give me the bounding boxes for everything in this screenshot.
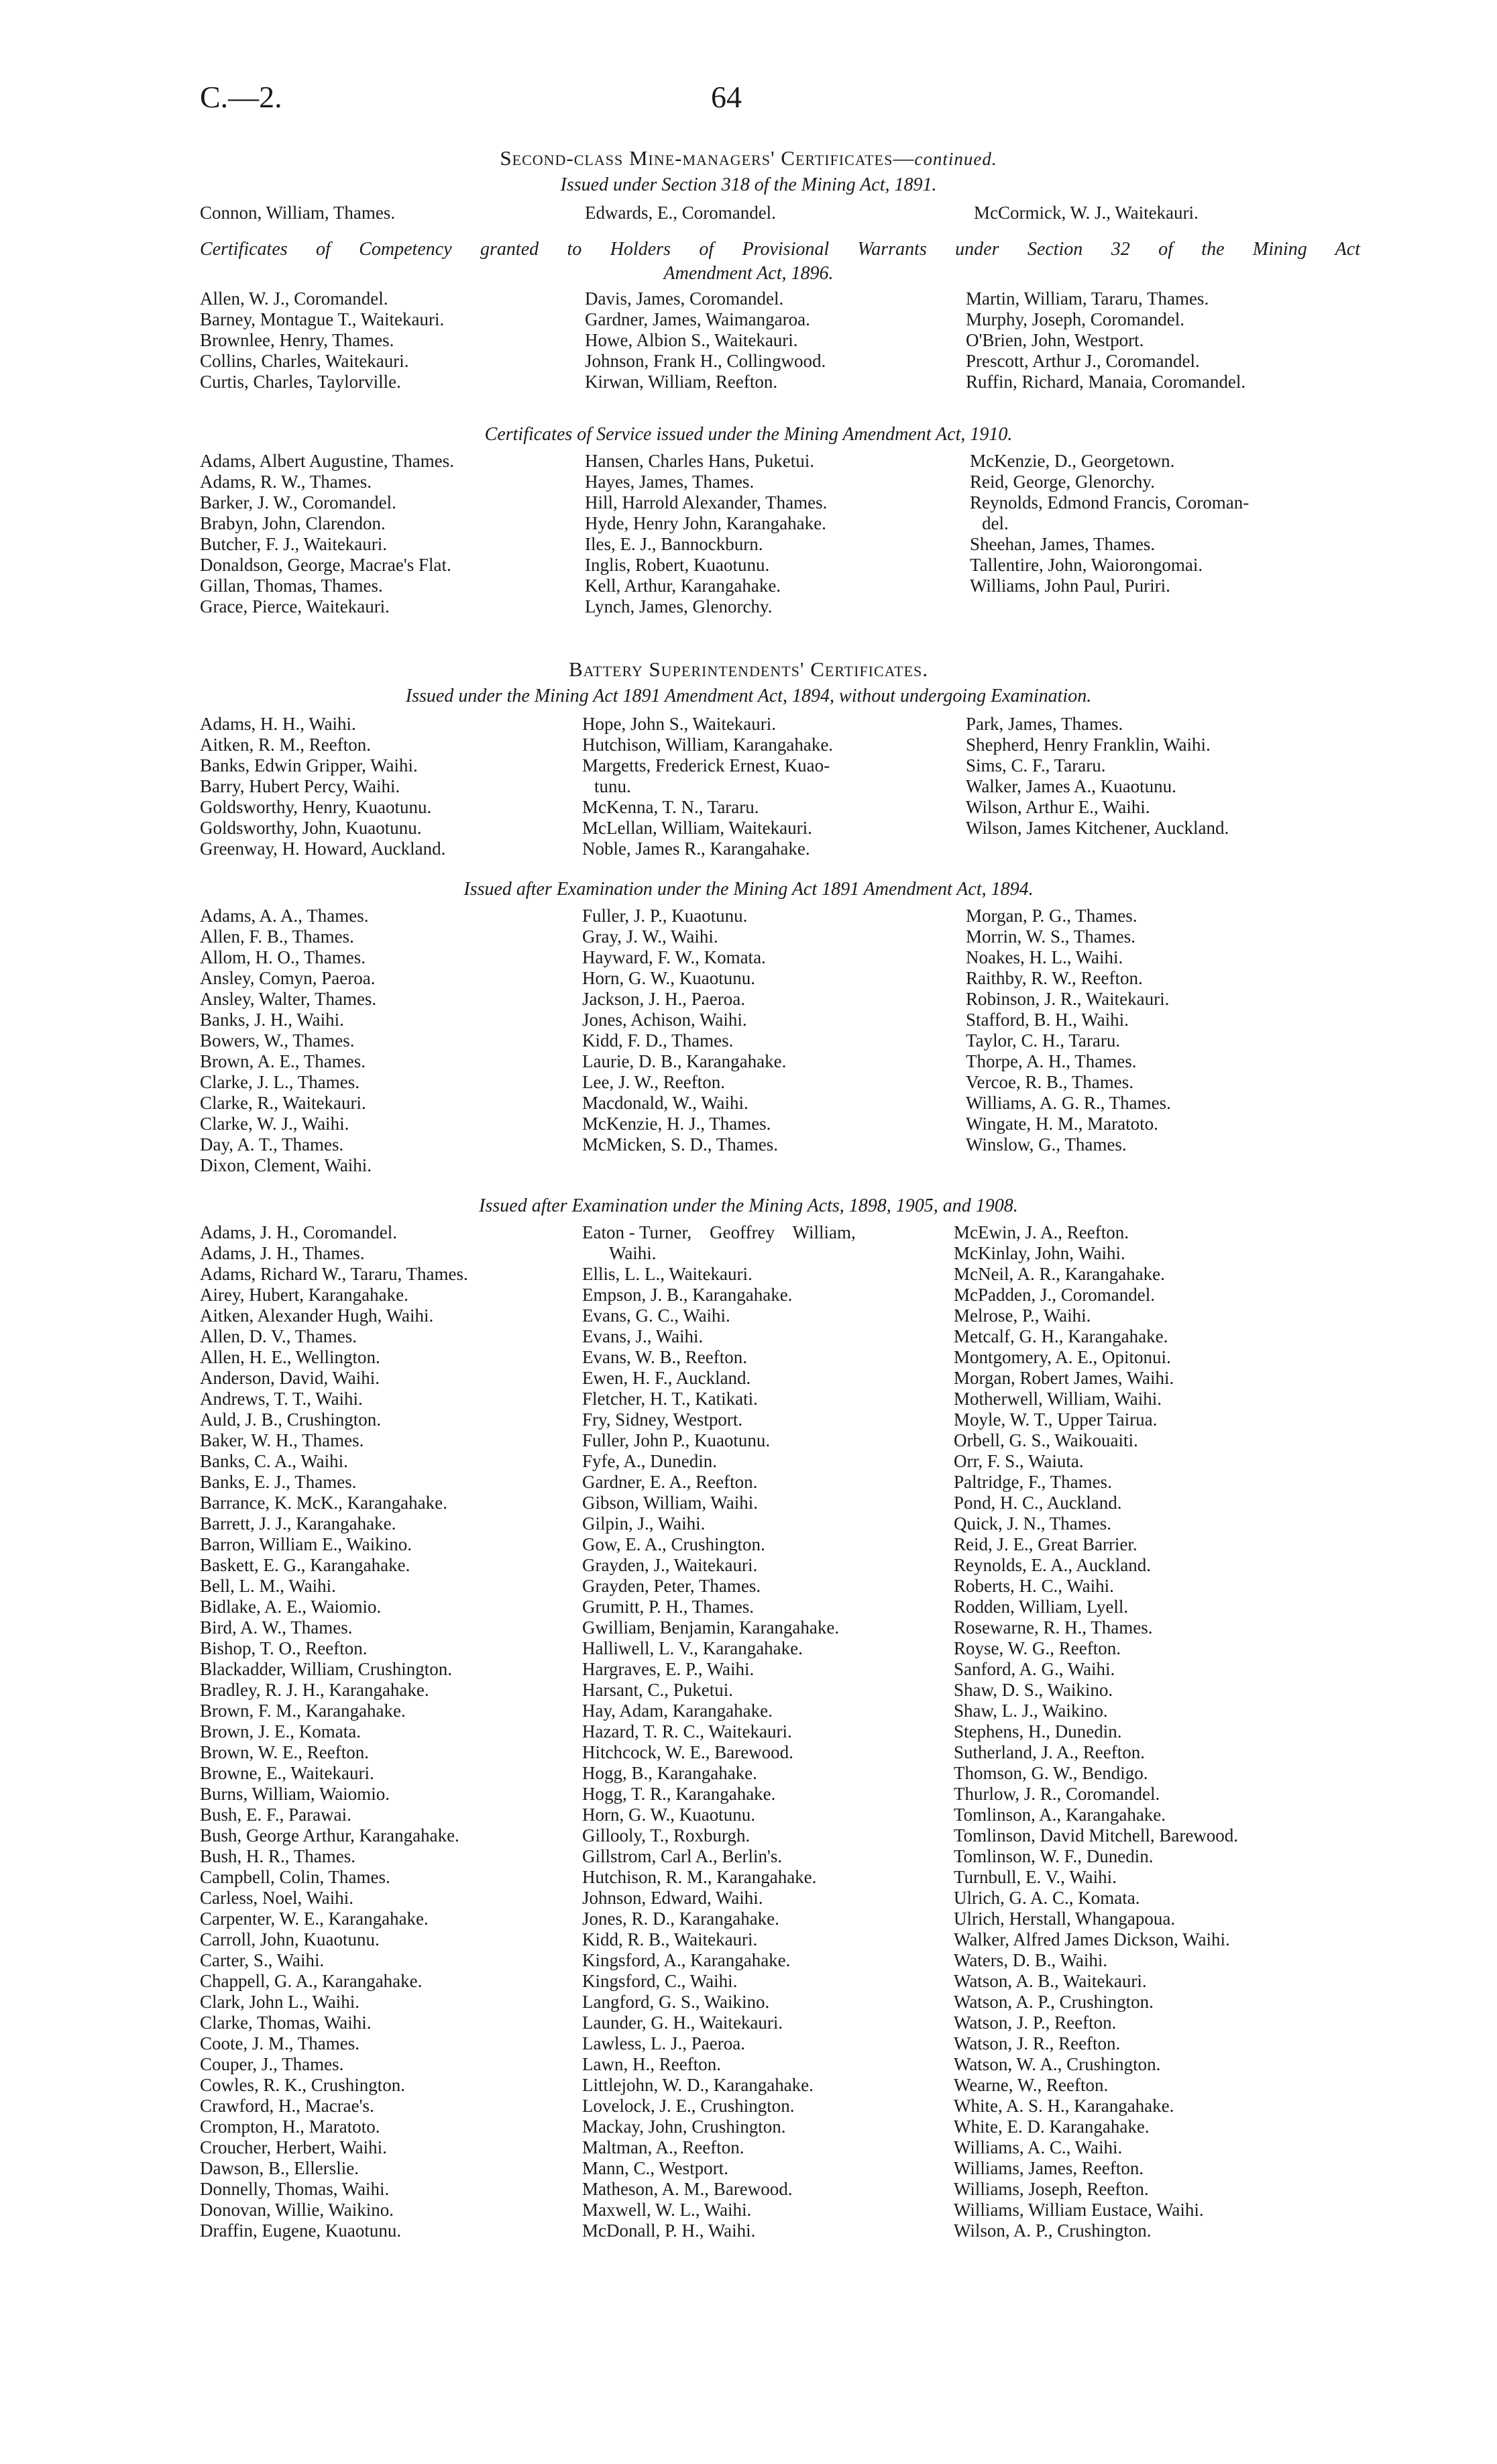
section5-column-3 xyxy=(966,906,1171,1155)
list-item: Thurlow, J. R., Coromandel. xyxy=(954,1784,1160,1804)
page-reference: C.—2. xyxy=(200,80,282,114)
list-item: Inglis, Robert, Kuaotunu. xyxy=(585,555,770,575)
section2-subtitle-line1: Certificates of Competency granted to Holders of Provisional Warrants under Section 32 of the Mining Act xyxy=(200,239,1360,260)
list-item: Royse, W. G., Reefton. xyxy=(954,1638,1121,1658)
list-item: Mann, C., Westport. xyxy=(582,2158,728,2178)
list-item: Ulrich, Herstall, Whangapoua. xyxy=(954,1909,1176,1929)
list-item: Turnbull, E. V., Waihi. xyxy=(954,1867,1117,1887)
list-item: Baker, W. H., Thames. xyxy=(200,1430,364,1450)
list-item: Day, A. T., Thames. xyxy=(200,1134,344,1155)
list-item: Allen, W. J., Coromandel. xyxy=(200,288,388,309)
list-item: Connon, William, Thames. xyxy=(200,203,396,223)
list-item: Sheehan, James, Thames. xyxy=(970,534,1156,554)
list-item: Tomlinson, W. F., Dunedin. xyxy=(954,1846,1154,1866)
list-item: Adams, J. H., Thames. xyxy=(200,1243,365,1263)
list-item: Taylor, C. H., Tararu. xyxy=(966,1030,1121,1051)
list-item: Tomlinson, A., Karangahake. xyxy=(954,1805,1166,1825)
list-item: Grumitt, P. H., Thames. xyxy=(582,1597,754,1617)
list-item: Crompton, H., Maratoto. xyxy=(200,2117,380,2137)
list-item: Kingsford, C., Waihi. xyxy=(582,1971,738,1991)
list-item: Wearne, W., Reefton. xyxy=(954,2075,1109,2095)
list-item: Goldsworthy, John, Kuaotunu. xyxy=(200,818,422,838)
list-item: Prescott, Arthur J., Coromandel. xyxy=(966,351,1200,371)
list-item: Watson, J. R., Reefton. xyxy=(954,2033,1121,2053)
list-item: Hutchison, William, Karangahake. xyxy=(582,735,834,755)
list-item: White, E. D. Karangahake. xyxy=(954,2117,1150,2137)
list-item: Adams, Richard W., Tararu, Thames. xyxy=(200,1264,468,1284)
list-item: McKenna, T. N., Tararu. xyxy=(582,797,759,817)
list-item: Reynolds, E. A., Auckland. xyxy=(954,1555,1151,1575)
list-item: Johnson, Frank H., Collingwood. xyxy=(585,351,826,371)
list-item: Gilpin, J., Waihi. xyxy=(582,1513,706,1534)
list-item: Kidd, F. D., Thames. xyxy=(582,1030,734,1051)
list-item: Bell, L. M., Waihi. xyxy=(200,1576,336,1596)
list-item: Adams, R. W., Thames. xyxy=(200,472,372,492)
list-item: Barron, William E., Waikino. xyxy=(200,1534,412,1554)
list-item: Brown, W. E., Reefton. xyxy=(200,1742,369,1762)
section-title-battery xyxy=(0,657,1497,682)
list-item: Lawless, L. J., Paeroa. xyxy=(582,2033,745,2053)
list-item: Watson, J. P., Reefton. xyxy=(954,2013,1117,2033)
list-item: Banks, E. J., Thames. xyxy=(200,1472,357,1492)
list-item: Sanford, A. G., Waihi. xyxy=(954,1659,1115,1679)
section5-column-2 xyxy=(582,906,786,1155)
list-item: Gardner, E. A., Reefton. xyxy=(582,1472,758,1492)
list-item: Croucher, Herbert, Waihi. xyxy=(200,2137,387,2157)
list-item: Carless, Noel, Waihi. xyxy=(200,1888,354,1908)
list-item: Langford, G. S., Waikino. xyxy=(582,1992,770,2012)
list-item: Ansley, Walter, Thames. xyxy=(200,989,377,1009)
list-item: Fletcher, H. T., Katikati. xyxy=(582,1389,758,1409)
list-item: Horn, G. W., Kuaotunu. xyxy=(582,968,755,988)
list-item: Brown, F. M., Karangahake. xyxy=(200,1701,406,1721)
list-item: Paltridge, F., Thames. xyxy=(954,1472,1112,1492)
list-item: Reynolds, Edmond Francis, Coroman- xyxy=(970,492,1250,513)
list-item: Jones, R. D., Karangahake. xyxy=(582,1909,779,1929)
section3-subtitle: Certificates of Service issued under the Mining Amendment Act, 1910. xyxy=(484,424,1013,445)
list-item: Auld, J. B., Crushington. xyxy=(200,1409,382,1430)
list-item: Raithby, R. W., Reefton. xyxy=(966,968,1143,988)
section2-column-1 xyxy=(200,288,444,392)
section3-column-2 xyxy=(585,451,827,617)
list-item: Noakes, H. L., Waihi. xyxy=(966,947,1123,967)
list-item: Williams, James, Reefton. xyxy=(954,2158,1144,2178)
list-item: Gillstrom, Carl A., Berlin's. xyxy=(582,1846,783,1866)
list-item: Chappell, G. A., Karangahake. xyxy=(200,1971,423,1991)
list-item: Shaw, L. J., Waikino. xyxy=(954,1701,1108,1721)
list-item: Aitken, Alexander Hugh, Waihi. xyxy=(200,1305,434,1326)
list-item: Stephens, H., Dunedin. xyxy=(954,1721,1122,1742)
page-number: 64 xyxy=(711,80,742,114)
list-item: Bush, H. R., Thames. xyxy=(200,1846,356,1866)
list-item: Aitken, R. M., Reefton. xyxy=(200,735,371,755)
list-item: Butcher, F. J., Waitekauri. xyxy=(200,534,388,554)
section-title-text: Second-class Mine-managers' Certificates— xyxy=(500,146,915,170)
list-item: McEwin, J. A., Reefton. xyxy=(954,1222,1129,1242)
list-item: Carroll, John, Kuaotunu. xyxy=(200,1929,380,1949)
list-item: Grayden, J., Waitekauri. xyxy=(582,1555,758,1575)
section5-subtitle: Issued after Examination under the Mining Act 1891 Amendment Act, 1894. xyxy=(463,879,1034,900)
list-item: Hogg, T. R., Karangahake. xyxy=(582,1784,776,1804)
list-item: Brown, J. E., Komata. xyxy=(200,1721,361,1742)
list-item: Adams, H. H., Waihi. xyxy=(200,714,356,734)
list-item: Fyfe, A., Dunedin. xyxy=(582,1451,717,1471)
list-item: Howe, Albion S., Waitekauri. xyxy=(585,330,798,350)
list-item: O'Brien, John, Westport. xyxy=(966,330,1144,350)
list-item: Bidlake, A. E., Waiomio. xyxy=(200,1597,382,1617)
list-item: Gillan, Thomas, Thames. xyxy=(200,576,383,596)
list-item: Dixon, Clement, Waihi. xyxy=(200,1155,372,1175)
list-item: Brownlee, Henry, Thames. xyxy=(200,330,394,350)
list-item: Clarke, W. J., Waihi. xyxy=(200,1114,349,1134)
list-item: Montgomery, A. E., Opitonui. xyxy=(954,1347,1171,1367)
list-item: Coote, J. M., Thames. xyxy=(200,2033,359,2053)
list-item: Williams, John Paul, Puriri. xyxy=(970,576,1170,596)
list-item: Clark, John L., Waihi. xyxy=(200,1992,360,2012)
list-item: Tomlinson, David Mitchell, Barewood. xyxy=(954,1825,1239,1845)
section6-column-2 xyxy=(582,1222,856,2241)
list-item: Thorpe, A. H., Thames. xyxy=(966,1051,1137,1071)
list-item: Hansen, Charles Hans, Puketui. xyxy=(585,451,814,471)
list-item: Bowers, W., Thames. xyxy=(200,1030,355,1051)
list-item: Barry, Hubert Percy, Waihi. xyxy=(200,776,400,796)
section-title-text: Battery Superintendents' Certificates. xyxy=(569,657,928,681)
list-item: Edwards, E., Coromandel. xyxy=(585,203,776,223)
list-item: Clarke, R., Waitekauri. xyxy=(200,1093,366,1113)
list-item: Halliwell, L. V., Karangahake. xyxy=(582,1638,803,1658)
list-item: Williams, A. C., Waihi. xyxy=(954,2137,1123,2157)
list-item: Lawn, H., Reefton. xyxy=(582,2054,721,2074)
list-item: Collins, Charles, Waitekauri. xyxy=(200,351,409,371)
list-item: Goldsworthy, Henry, Kuaotunu. xyxy=(200,797,432,817)
section4-column-3 xyxy=(966,714,1229,839)
list-item: McLellan, William, Waitekauri. xyxy=(582,818,812,838)
list-item: Allen, F. B., Thames. xyxy=(200,926,354,947)
list-item: Reid, J. E., Great Barrier. xyxy=(954,1534,1138,1554)
list-item: Shepherd, Henry Franklin, Waihi. xyxy=(966,735,1211,755)
list-item: Kingsford, A., Karangahake. xyxy=(582,1950,791,1970)
list-item: Browne, E., Waitekauri. xyxy=(200,1763,374,1783)
list-item: Morrin, W. S., Thames. xyxy=(966,926,1136,947)
list-item: Blackadder, William, Crushington. xyxy=(200,1659,453,1679)
list-item: Launder, G. H., Waitekauri. xyxy=(582,2013,783,2033)
list-item: Vercoe, R. B., Thames. xyxy=(966,1072,1133,1092)
list-item: McDonall, P. H., Waihi. xyxy=(582,2220,756,2241)
list-item: Grace, Pierce, Waitekauri. xyxy=(200,596,390,617)
list-item: Watson, A. P., Crushington. xyxy=(954,1992,1154,2012)
list-item: Bishop, T. O., Reefton. xyxy=(200,1638,368,1658)
list-item: Gray, J. W., Waihi. xyxy=(582,926,718,947)
list-item: Grayden, Peter, Thames. xyxy=(582,1576,761,1596)
list-item: Clarke, J. L., Thames. xyxy=(200,1072,359,1092)
list-item: Jackson, J. H., Paeroa. xyxy=(582,989,745,1009)
list-item: Fry, Sidney, Westport. xyxy=(582,1409,743,1430)
list-item: Banks, C. A., Waihi. xyxy=(200,1451,348,1471)
list-item: McCormick, W. J., Waitekauri. xyxy=(974,203,1199,223)
list-item: Clarke, Thomas, Waihi. xyxy=(200,2013,372,2033)
list-item: Ewen, H. F., Auckland. xyxy=(582,1368,751,1388)
list-item: Iles, E. J., Bannockburn. xyxy=(585,534,763,554)
list-item: Couper, J., Thames. xyxy=(200,2054,344,2074)
list-item: Murphy, Joseph, Coromandel. xyxy=(966,309,1184,329)
section2-column-2 xyxy=(585,288,826,392)
list-item: Banks, Edwin Gripper, Waihi. xyxy=(200,755,418,775)
list-item: Barney, Montague T., Waitekauri. xyxy=(200,309,445,329)
list-item: Ansley, Comyn, Paeroa. xyxy=(200,968,376,988)
list-item: Rodden, William, Lyell. xyxy=(954,1597,1129,1617)
list-item: Eaton - Turner, Geoffrey William, xyxy=(582,1222,856,1242)
list-item: Robinson, J. R., Waitekauri. xyxy=(966,989,1170,1009)
list-item: Bush, George Arthur, Karangahake. xyxy=(200,1825,459,1845)
list-item: Fuller, John P., Kuaotunu. xyxy=(582,1430,771,1450)
section6-column-1 xyxy=(200,1222,468,2241)
list-item: Williams, William Eustace, Waihi. xyxy=(954,2200,1204,2220)
section6-column-3 xyxy=(954,1222,1238,2241)
section5-column-1 xyxy=(200,906,376,1176)
list-item: Ulrich, G. A. C., Komata. xyxy=(954,1888,1140,1908)
list-item: Watson, A. B., Waitekauri. xyxy=(954,1971,1147,1991)
section4-column-2 xyxy=(582,714,833,859)
list-item: Pond, H. C., Auckland. xyxy=(954,1493,1122,1513)
list-item: McKinlay, John, Waihi. xyxy=(954,1243,1125,1263)
list-item: Hargraves, E. P., Waihi. xyxy=(582,1659,755,1679)
list-item: Hayes, James, Thames. xyxy=(585,472,755,492)
list-item: Harsant, C., Puketui. xyxy=(582,1680,733,1700)
list-item: Wilson, Arthur E., Waihi. xyxy=(966,797,1150,817)
list-item: Empson, J. B., Karangahake. xyxy=(582,1285,793,1305)
list-item: Matheson, A. M., Barewood. xyxy=(582,2179,793,2199)
list-item: Sutherland, J. A., Reefton. xyxy=(954,1742,1145,1762)
list-item: Gardner, James, Waimangaroa. xyxy=(585,309,810,329)
list-item: McKenzie, H. J., Thames. xyxy=(582,1114,771,1134)
list-item: Ruffin, Richard, Manaia, Coromandel. xyxy=(966,372,1246,392)
list-item: Evans, G. C., Waihi. xyxy=(582,1305,730,1326)
list-item: Brabyn, John, Clarendon. xyxy=(200,513,386,533)
section3-column-3 xyxy=(970,451,1249,596)
list-item: Jones, Achison, Waihi. xyxy=(582,1010,747,1030)
list-item: Williams, Joseph, Reefton. xyxy=(954,2179,1149,2199)
list-item: Morgan, Robert James, Waihi. xyxy=(954,1368,1174,1388)
list-item: Greenway, H. Howard, Auckland. xyxy=(200,839,446,859)
list-item: Donaldson, George, Macrae's Flat. xyxy=(200,555,451,575)
list-item: Dawson, B., Ellerslie. xyxy=(200,2158,359,2178)
list-item: White, A. S. H., Karangahake. xyxy=(954,2096,1174,2116)
list-item: Hill, Harrold Alexander, Thames. xyxy=(585,492,828,513)
list-item: Carpenter, W. E., Karangahake. xyxy=(200,1909,429,1929)
list-item: Melrose, P., Waihi. xyxy=(954,1305,1091,1326)
list-item: Gow, E. A., Crushington. xyxy=(582,1534,765,1554)
list-item: Campbell, Colin, Thames. xyxy=(200,1867,390,1887)
list-item: Motherwell, William, Waihi. xyxy=(954,1389,1162,1409)
list-item: Bird, A. W., Thames. xyxy=(200,1617,353,1638)
list-item: Hay, Adam, Karangahake. xyxy=(582,1701,773,1721)
section-title-mine-managers xyxy=(0,146,1497,170)
section2-subtitle-line2: Amendment Act, 1896. xyxy=(663,263,834,284)
list-item: Wingate, H. M., Maratoto. xyxy=(966,1114,1158,1134)
list-item: Stafford, B. H., Waihi. xyxy=(966,1010,1129,1030)
list-item: McMicken, S. D., Thames. xyxy=(582,1134,778,1155)
list-item: Barrance, K. McK., Karangahake. xyxy=(200,1493,447,1513)
list-item: Gwilliam, Benjamin, Karangahake. xyxy=(582,1617,840,1638)
list-item: Tallentire, John, Waiorongomai. xyxy=(970,555,1203,575)
section6-subtitle: Issued after Examination under the Mining Acts, 1898, 1905, and 1908. xyxy=(479,1195,1018,1216)
list-item: Curtis, Charles, Taylorville. xyxy=(200,372,401,392)
list-item: Martin, William, Tararu, Thames. xyxy=(966,288,1209,309)
list-item: Davis, James, Coromandel. xyxy=(585,288,784,309)
list-item: Adams, J. H., Coromandel. xyxy=(200,1222,397,1242)
section3-column-1 xyxy=(200,451,454,617)
list-item: Watson, W. A., Crushington. xyxy=(954,2054,1161,2074)
list-item: Banks, J. H., Waihi. xyxy=(200,1010,344,1030)
list-item: Macdonald, W., Waihi. xyxy=(582,1093,748,1113)
list-item: Littlejohn, W. D., Karangahake. xyxy=(582,2075,814,2095)
list-item: Morgan, P. G., Thames. xyxy=(966,906,1138,926)
list-item: Winslow, G., Thames. xyxy=(966,1134,1127,1155)
list-item: Hazard, T. R. C., Waitekauri. xyxy=(582,1721,792,1742)
list-item: Shaw, D. S., Waikino. xyxy=(954,1680,1113,1700)
list-item: Noble, James R., Karangahake. xyxy=(582,839,810,859)
list-item: Williams, A. G. R., Thames. xyxy=(966,1093,1171,1113)
list-item: Horn, G. W., Kuaotunu. xyxy=(582,1805,755,1825)
list-item: Orr, F. S., Waiuta. xyxy=(954,1451,1084,1471)
list-item: Gillooly, T., Roxburgh. xyxy=(582,1825,751,1845)
list-item: Evans, W. B., Reefton. xyxy=(582,1347,747,1367)
list-item: tunu. xyxy=(594,776,631,796)
list-item: McNeil, A. R., Karangahake. xyxy=(954,1264,1165,1284)
list-item: Kell, Arthur, Karangahake. xyxy=(585,576,781,596)
list-item: Crawford, H., Macrae's. xyxy=(200,2096,374,2116)
list-item: Allen, H. E., Wellington. xyxy=(200,1347,380,1367)
list-item: Maxwell, W. L., Waihi. xyxy=(582,2200,752,2220)
list-item: Hyde, Henry John, Karangahake. xyxy=(585,513,826,533)
list-item: Bush, E. F., Parawai. xyxy=(200,1805,351,1825)
list-item: Reid, George, Glenorchy. xyxy=(970,472,1155,492)
list-item: Andrews, T. T., Waihi. xyxy=(200,1389,363,1409)
list-item: Carter, S., Waihi. xyxy=(200,1950,325,1970)
section1-subtitle: Issued under Section 318 of the Mining Act, 1891. xyxy=(560,174,937,195)
list-item: Lee, J. W., Reefton. xyxy=(582,1072,725,1092)
list-item: Kidd, R. B., Waitekauri. xyxy=(582,1929,758,1949)
section4-column-1 xyxy=(200,714,445,859)
list-item: Hogg, B., Karangahake. xyxy=(582,1763,757,1783)
list-item: Adams, A. A., Thames. xyxy=(200,906,369,926)
list-item: Airey, Hubert, Karangahake. xyxy=(200,1285,408,1305)
list-item: McPadden, J., Coromandel. xyxy=(954,1285,1155,1305)
list-item: Donovan, Willie, Waikino. xyxy=(200,2200,394,2220)
list-item: Hayward, F. W., Komata. xyxy=(582,947,766,967)
list-item: Wilson, James Kitchener, Auckland. xyxy=(966,818,1229,838)
list-item: Rosewarne, R. H., Thames. xyxy=(954,1617,1153,1638)
list-item: Cowles, R. K., Crushington. xyxy=(200,2075,406,2095)
list-item: Roberts, H. C., Waihi. xyxy=(954,1576,1114,1596)
list-item: McKenzie, D., Georgetown. xyxy=(970,451,1175,471)
list-item: Margetts, Frederick Ernest, Kuao- xyxy=(582,755,830,775)
section2-column-3 xyxy=(966,288,1245,392)
list-item: Allom, H. O., Thames. xyxy=(200,947,366,967)
list-item: Sims, C. F., Tararu. xyxy=(966,755,1106,775)
list-item: Adams, Albert Augustine, Thames. xyxy=(200,451,454,471)
list-item: Metcalf, G. H., Karangahake. xyxy=(954,1326,1168,1346)
list-item: Bradley, R. J. H., Karangahake. xyxy=(200,1680,429,1700)
list-item: Mackay, John, Crushington. xyxy=(582,2117,786,2137)
list-item: Park, James, Thames. xyxy=(966,714,1123,734)
section-title-continued: continued. xyxy=(914,149,997,169)
list-item: Baskett, E. G., Karangahake. xyxy=(200,1555,410,1575)
list-item: Hitchcock, W. E., Barewood. xyxy=(582,1742,793,1762)
list-item: Anderson, David, Waihi. xyxy=(200,1368,380,1388)
list-item: Quick, J. N., Thames. xyxy=(954,1513,1111,1534)
list-item: Allen, D. V., Thames. xyxy=(200,1326,357,1346)
list-item: Donnelly, Thomas, Waihi. xyxy=(200,2179,390,2199)
list-item: Lynch, James, Glenorchy. xyxy=(585,596,773,617)
list-item: Gibson, William, Waihi. xyxy=(582,1493,758,1513)
list-item: Barrett, J. J., Karangahake. xyxy=(200,1513,396,1534)
list-item: Maltman, A., Reefton. xyxy=(582,2137,744,2157)
list-item: Hutchison, R. M., Karangahake. xyxy=(582,1867,817,1887)
list-item: Walker, Alfred James Dickson, Waihi. xyxy=(954,1929,1230,1949)
list-item: Walker, James A., Kuaotunu. xyxy=(966,776,1176,796)
list-item: Kirwan, William, Reefton. xyxy=(585,372,778,392)
list-item: Lovelock, J. E., Crushington. xyxy=(582,2096,795,2116)
list-item: Moyle, W. T., Upper Tairua. xyxy=(954,1409,1158,1430)
list-item: Barker, J. W., Coromandel. xyxy=(200,492,396,513)
list-item: del. xyxy=(982,513,1009,533)
list-item: Fuller, J. P., Kuaotunu. xyxy=(582,906,748,926)
list-item: Johnson, Edward, Waihi. xyxy=(582,1888,763,1908)
list-item: Brown, A. E., Thames. xyxy=(200,1051,366,1071)
list-item: Waihi. xyxy=(609,1243,657,1263)
section4-subtitle: Issued under the Mining Act 1891 Amendment Act, 1894, without undergoing Examination. xyxy=(405,686,1092,706)
list-item: Thomson, G. W., Bendigo. xyxy=(954,1763,1148,1783)
list-item: Burns, William, Waiomio. xyxy=(200,1784,390,1804)
list-item: Laurie, D. B., Karangahake. xyxy=(582,1051,787,1071)
list-item: Wilson, A. P., Crushington. xyxy=(954,2220,1152,2241)
list-item: Draffin, Eugene, Kuaotunu. xyxy=(200,2220,402,2241)
list-item: Hope, John S., Waitekauri. xyxy=(582,714,777,734)
list-item: Orbell, G. S., Waikouaiti. xyxy=(954,1430,1138,1450)
list-item: Evans, J., Waihi. xyxy=(582,1326,704,1346)
list-item: Ellis, L. L., Waitekauri. xyxy=(582,1264,753,1284)
list-item: Waters, D. B., Waihi. xyxy=(954,1950,1108,1970)
